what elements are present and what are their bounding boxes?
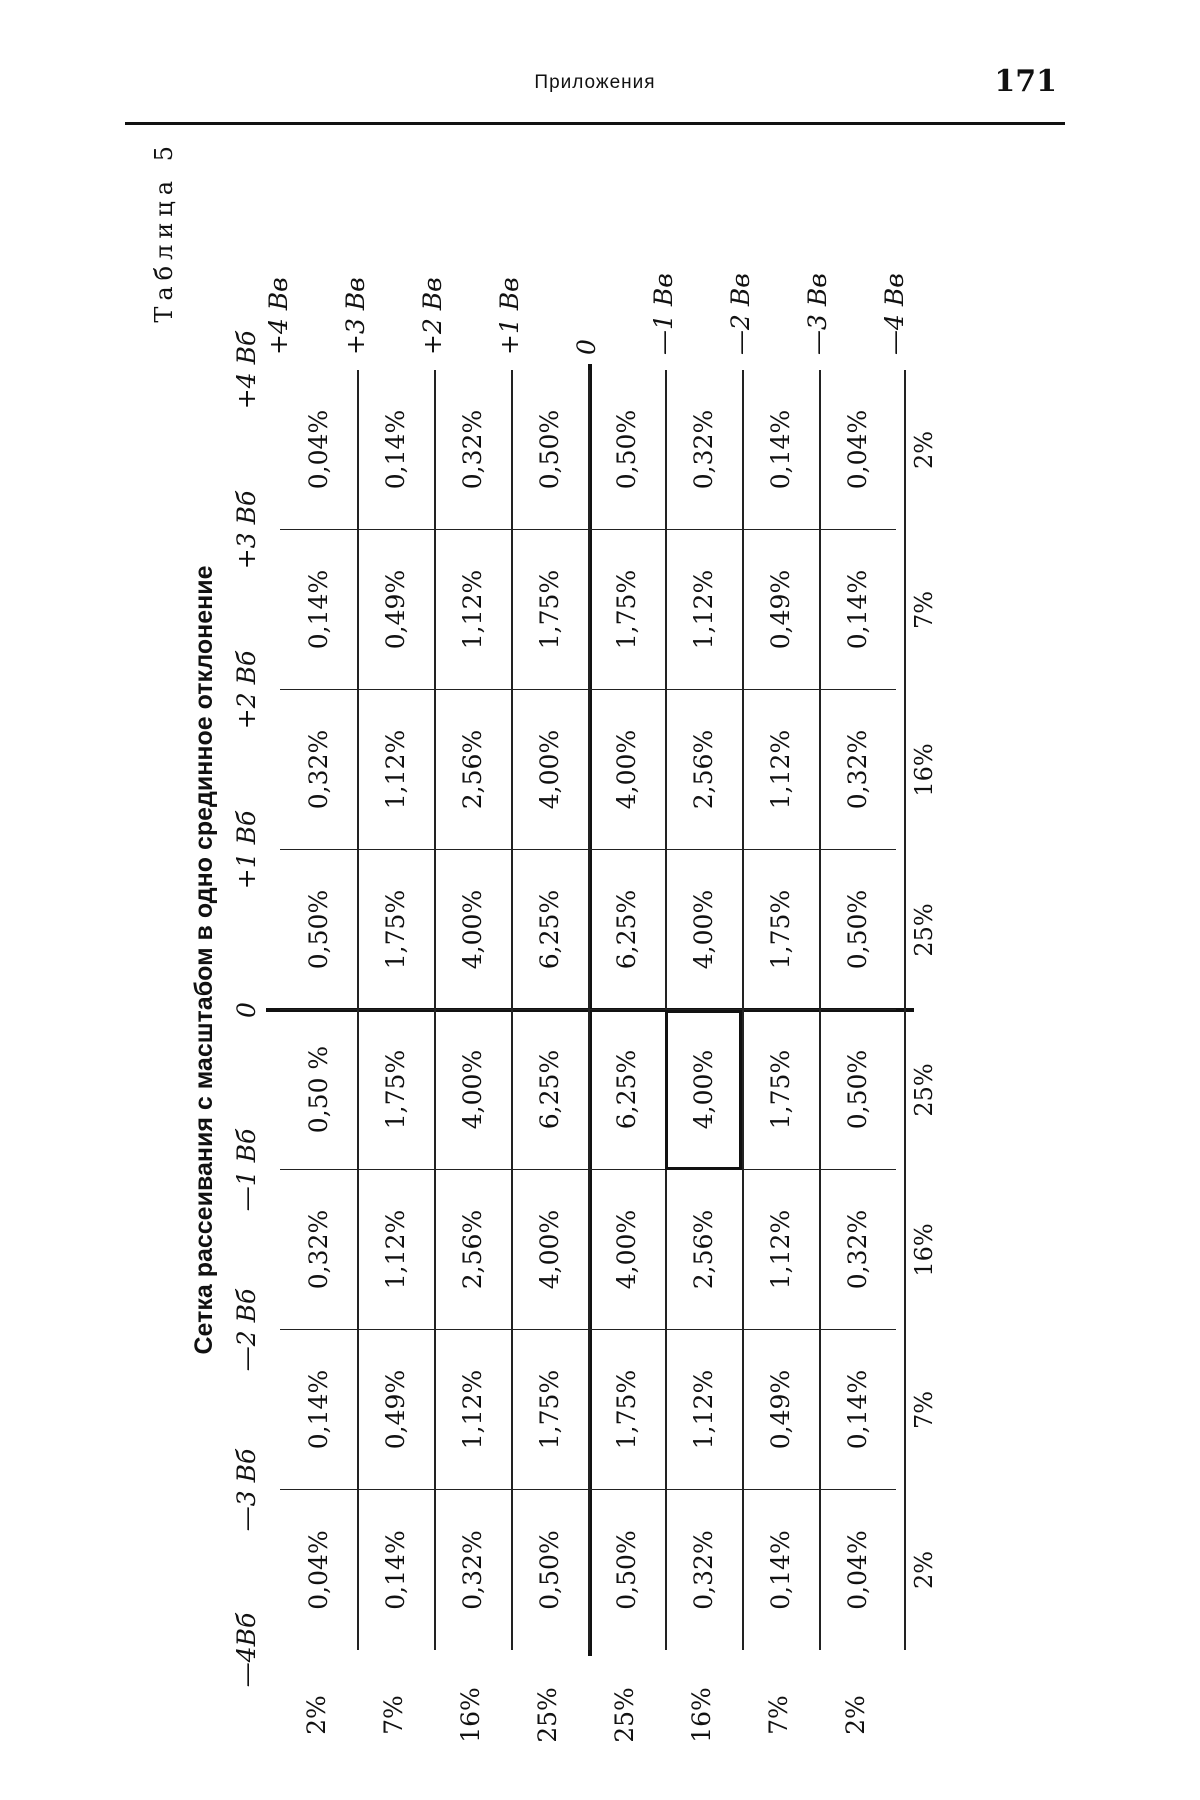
table-cell: 0,50% [588, 370, 665, 530]
table-cell: 1,75% [742, 1010, 819, 1170]
table-cell: 0,14% [819, 530, 896, 690]
table-cell: 4,00% [434, 1010, 511, 1170]
bottom-rule [904, 370, 906, 1650]
table-cell: 1,12% [742, 690, 819, 850]
row-label: +4 Вв [264, 277, 293, 355]
column-percentage: 16% [910, 1223, 938, 1277]
table-cell: 1,75% [588, 530, 665, 690]
row-label: —1 Вв [649, 273, 678, 355]
table-cell: 2,56% [665, 1170, 742, 1330]
row-label: +2 Вв [418, 277, 447, 355]
table-cell: 1,75% [588, 1330, 665, 1490]
table-cell: 0,14% [766, 1530, 795, 1610]
table-cell: 4,00% [434, 850, 511, 1010]
column-label: —4Вб [232, 1612, 261, 1688]
table-cell: 1,12% [665, 1330, 742, 1490]
table-cell: 0,32% [819, 690, 896, 850]
table-cell: 0,50% [819, 850, 896, 1010]
table-cell: 1,75% [511, 1330, 588, 1490]
running-head [125, 58, 1065, 108]
row-percentage: 2% [841, 1695, 870, 1735]
table-cell: 0,32% [458, 1530, 487, 1610]
row-percentage: 16% [687, 1687, 716, 1743]
row-divider [434, 370, 436, 1650]
column-percentage: 16% [910, 743, 938, 797]
column-label: +4 Вб [232, 330, 261, 410]
table-cell: 1,12% [742, 1170, 819, 1330]
row-percentage: 7% [764, 1695, 793, 1735]
table-cell: 2,56% [434, 1170, 511, 1330]
table-label: Таблица 5 [150, 140, 178, 323]
row-percentage: 25% [533, 1687, 562, 1743]
bottom-percentages [910, 370, 950, 1650]
table-title: Сетка рассеивания с масштабом в одно срединное отклонение [190, 565, 218, 1355]
table-cell: 0,32% [819, 1170, 896, 1330]
table-cell: 1,12% [434, 1330, 511, 1490]
table-cell: 1,12% [357, 690, 434, 850]
table-cell: 0,50% [535, 1530, 564, 1610]
row-divider [357, 370, 359, 1650]
table-cell: 2,56% [434, 690, 511, 850]
table-cell: 1,75% [742, 850, 819, 1010]
row-label: —3 Вв [803, 273, 832, 355]
table-cell: 0,14% [280, 1330, 357, 1490]
table-cell: 4,00% [588, 1170, 665, 1330]
table-cell: 6,25% [588, 850, 665, 1010]
table-cell: 0,32% [280, 1170, 357, 1330]
column-percentage: 7% [910, 590, 938, 630]
table-cell: 1,12% [434, 530, 511, 690]
header-rule [125, 122, 1065, 125]
table-cell: 0,32% [689, 1530, 718, 1610]
table-cell: 0,49% [742, 1330, 819, 1490]
row-label: —4 Вв [880, 273, 909, 355]
column-percentage: 25% [910, 903, 938, 957]
table-row [280, 370, 357, 1650]
table-cell: 0,50 % [280, 1010, 357, 1170]
table-caption [150, 140, 190, 1780]
table-cell: 1,75% [511, 530, 588, 690]
grid-body [280, 370, 900, 1650]
page-number: 171 [994, 64, 1057, 99]
table-cell: 2,56% [665, 690, 742, 850]
table-cell: 1,75% [357, 1010, 434, 1170]
table-cell: 4,00% [511, 690, 588, 850]
table-cell: 0,04% [280, 370, 357, 530]
row-label: —2 Вв [726, 273, 755, 355]
table-cell: 0,32% [665, 370, 742, 530]
table-cell: 0,49% [357, 1330, 434, 1490]
table-cell: 4,00% [588, 690, 665, 850]
table-cell: 4,00% [665, 1010, 742, 1170]
table-cell: 4,00% [665, 850, 742, 1010]
column-label: —3 Вб [232, 1448, 261, 1532]
table-cell: 0,32% [434, 370, 511, 530]
table-cell: 0,14% [357, 370, 434, 530]
row-divider [511, 370, 513, 1650]
table-cell: 6,25% [511, 1010, 588, 1170]
table-cell: 0,04% [819, 370, 896, 530]
table-row [434, 370, 511, 1650]
table-cell: 0,14% [280, 530, 357, 690]
table-cell: 4,00% [511, 1170, 588, 1330]
table-cell: 0,14% [381, 1530, 410, 1610]
row-label: 0 [572, 339, 601, 355]
table-row [588, 370, 665, 1650]
column-label: +3 Вб [232, 490, 261, 570]
column-percentage: 2% [910, 430, 938, 470]
table-row [819, 370, 896, 1650]
column-label: 0 [232, 1002, 261, 1018]
column-label: +1 Вб [232, 810, 261, 890]
column-percentage: 7% [910, 1390, 938, 1430]
row-percentage: 7% [379, 1695, 408, 1735]
table-cell: 6,25% [588, 1010, 665, 1170]
table-row [742, 370, 819, 1650]
table-cell: 1,12% [665, 530, 742, 690]
table-cell: 6,25% [511, 850, 588, 1010]
column-label: +2 Вб [232, 650, 261, 730]
column-percentage: 2% [910, 1550, 938, 1590]
table-cell: 0,49% [357, 530, 434, 690]
table-cell: 1,75% [357, 850, 434, 1010]
table-cell: 1,12% [357, 1170, 434, 1330]
row-divider [588, 370, 590, 1650]
row-divider [819, 370, 821, 1650]
table-cell: 0,04% [843, 1530, 872, 1610]
table-cell: 0,50% [612, 1530, 641, 1610]
table-cell: 0,32% [280, 690, 357, 850]
row-label: +1 Вв [495, 277, 524, 355]
table-cell: 0,04% [304, 1530, 333, 1610]
row-percentage: 16% [456, 1687, 485, 1743]
running-head-title: Приложения [534, 72, 656, 93]
table-cell: 0,50% [280, 850, 357, 1010]
table-row [511, 370, 588, 1650]
row-percentage: 25% [610, 1687, 639, 1743]
highlighted-cell-frame [665, 1010, 742, 1170]
table-row [357, 370, 434, 1650]
table-cell: 0,14% [742, 370, 819, 530]
table-cell: 0,49% [742, 530, 819, 690]
table-cell: 0,50% [819, 1010, 896, 1170]
row-percentage: 2% [302, 1695, 331, 1735]
table-cell: 0,50% [511, 370, 588, 530]
column-label: —1 Вб [232, 1128, 261, 1212]
row-divider [742, 370, 744, 1650]
row-label: +3 Вв [341, 277, 370, 355]
dispersion-grid-table [150, 140, 1090, 1780]
column-percentage: 25% [910, 1063, 938, 1117]
table-cell: 0,14% [819, 1330, 896, 1490]
column-label: —2 Вб [232, 1288, 261, 1372]
